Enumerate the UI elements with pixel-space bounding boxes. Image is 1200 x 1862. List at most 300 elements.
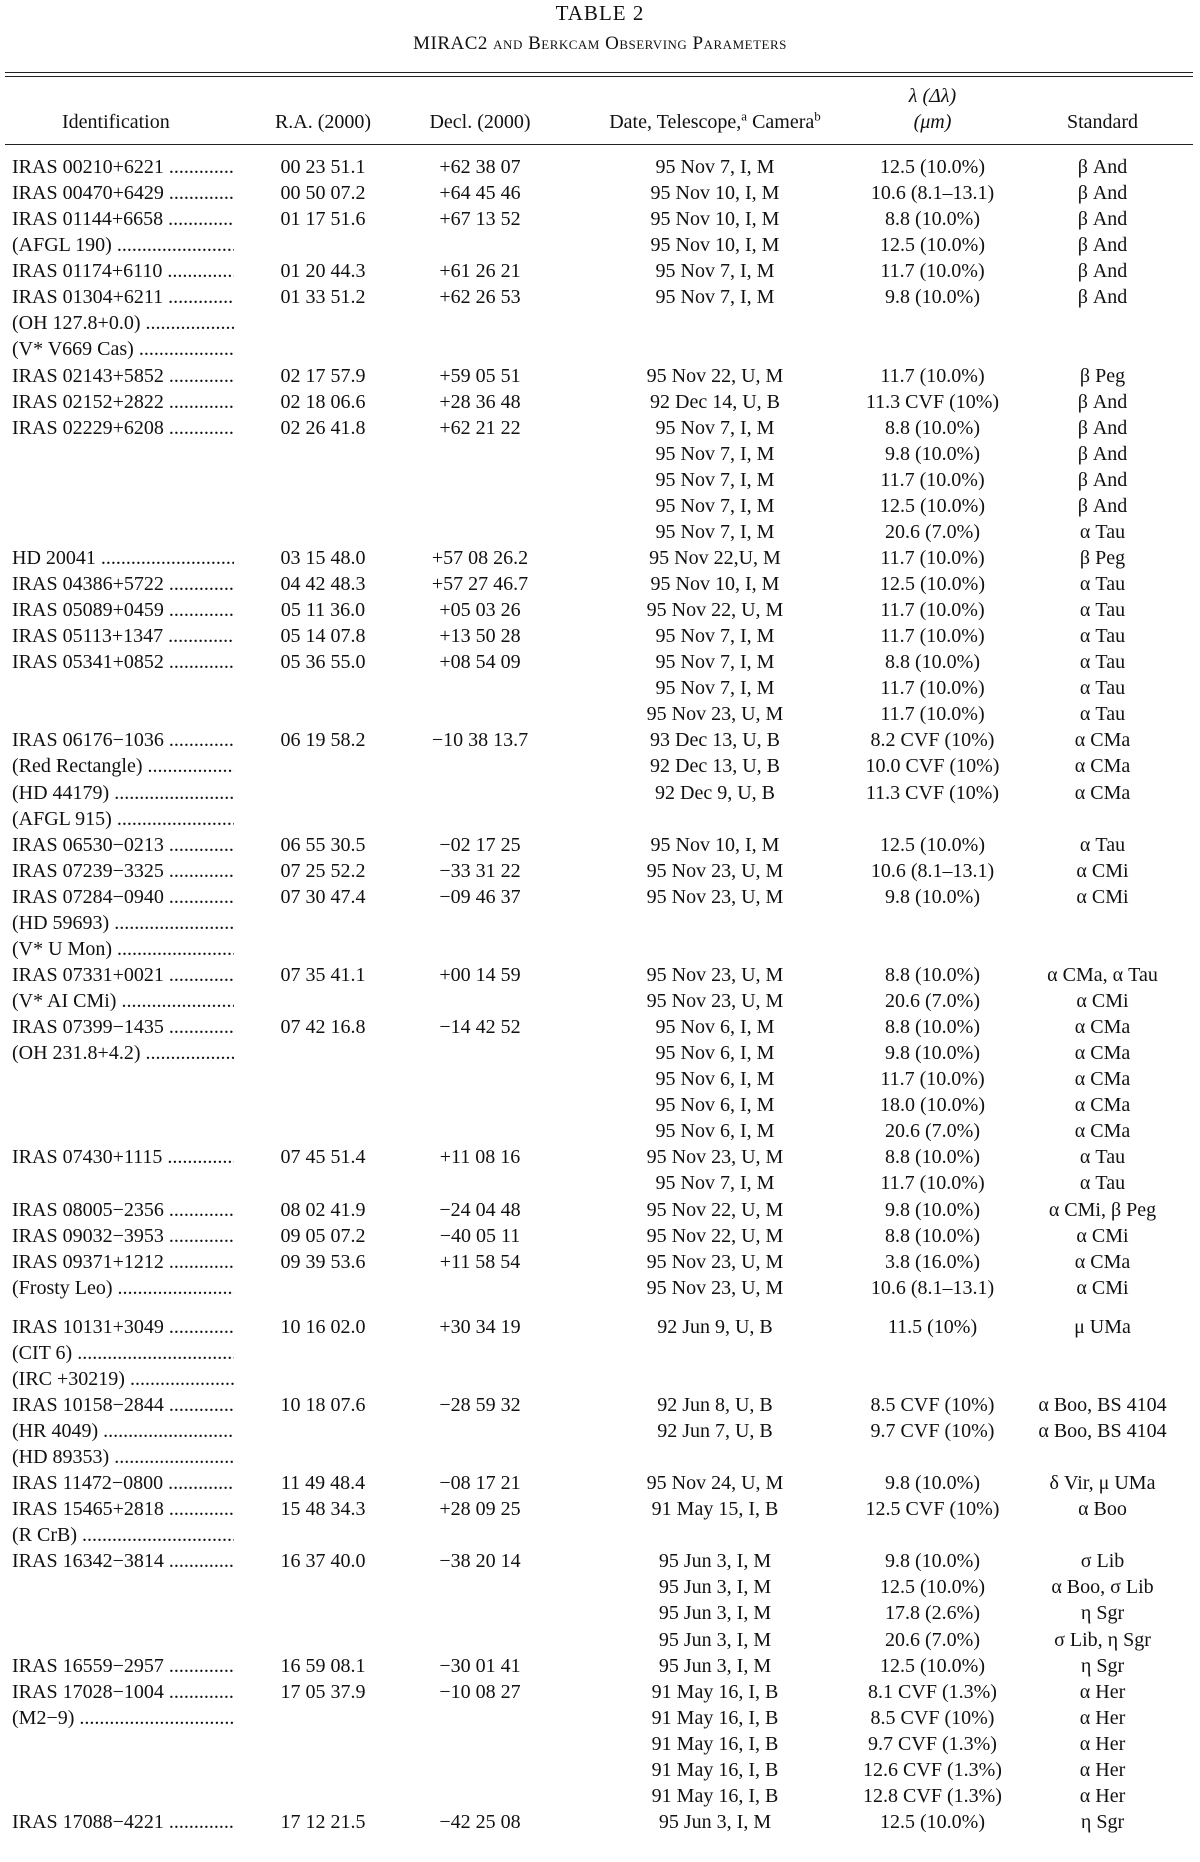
row-lambda: 8.8 (10.0%) <box>885 963 980 986</box>
table-row <box>0 1809 1200 1835</box>
row-lambda: 12.5 (10.0%) <box>880 156 985 178</box>
table-row <box>0 1783 1200 1809</box>
table-row <box>0 1040 1200 1066</box>
table-row <box>0 780 1200 806</box>
row-ra: 05 11 36.0 <box>280 599 366 622</box>
row-obs: 95 Nov 7, I, M <box>655 520 775 543</box>
row-decl: −10 08 27 <box>439 1680 521 1703</box>
row-decl: +59 05 51 <box>439 364 521 387</box>
row-lambda: 12.5 (10.0%) <box>880 1576 985 1599</box>
row-standard: α CMi <box>1076 990 1129 1012</box>
row-standard: α Boo <box>1078 1498 1127 1521</box>
row-obs: 95 Nov 7, I, M <box>655 416 775 439</box>
table-row <box>0 962 1200 988</box>
row-obs: 95 Nov 6, I, M <box>655 1016 775 1039</box>
footnote-b: b <box>814 108 821 124</box>
row-obs: 95 Nov 10, I, M <box>650 833 780 856</box>
table-row <box>0 1470 1200 1496</box>
header-lambda-unit-label: (μm) <box>913 111 952 133</box>
row-identification: (HD 89353) ..... <box>12 1444 234 1470</box>
header-lambda-label: λ (Δλ) <box>908 85 957 107</box>
table-row <box>0 1392 1200 1418</box>
row-obs: 95 Nov 10, I, M <box>650 182 780 205</box>
table-row <box>0 1092 1200 1118</box>
table-row <box>0 649 1200 675</box>
table-row <box>0 310 1200 336</box>
row-decl: +30 34 19 <box>439 1315 521 1338</box>
row-ra: 03 15 48.0 <box>280 546 366 569</box>
row-standard: α Tau <box>1079 677 1126 700</box>
header-lambda <box>845 84 1020 108</box>
table-row <box>0 727 1200 753</box>
row-ra: 15 48 34.3 <box>280 1498 366 1521</box>
row-standard: α CMa, α Tau <box>1047 963 1158 986</box>
row-decl: −28 59 32 <box>439 1393 521 1416</box>
row-lambda: 8.8 (10.0%) <box>885 1016 980 1039</box>
row-decl: +05 03 26 <box>439 599 521 622</box>
row-obs: 95 Nov 7, I, M <box>655 260 775 283</box>
table-row <box>0 1249 1200 1275</box>
row-standard: α CMa <box>1074 729 1131 752</box>
row-lambda: 12.8 CVF (1.3%) <box>863 1784 1002 1807</box>
row-decl: +64 45 46 <box>439 182 521 205</box>
row-standard: β And <box>1077 182 1128 205</box>
row-obs: 95 Nov 6, I, M <box>655 1120 775 1143</box>
row-lambda: 11.7 (10.0%) <box>880 599 985 622</box>
row-identification: IRAS 11472−0800 ..... <box>12 1470 234 1496</box>
table-row <box>0 493 1200 519</box>
table-row <box>0 154 1200 180</box>
table-row <box>0 1144 1200 1170</box>
table-row <box>0 701 1200 727</box>
row-obs: 95 Nov 23, U, M <box>646 1250 784 1273</box>
row-obs: 95 Nov 7, I, M <box>655 677 775 700</box>
row-lambda: 9.8 (10.0%) <box>885 1550 980 1573</box>
header-obs-label: Date, Telescope, <box>609 111 742 133</box>
row-obs: 95 Nov 7, I, M <box>655 156 775 178</box>
row-obs: 92 Dec 13, U, B <box>650 755 780 778</box>
row-ra: 05 14 07.8 <box>280 625 366 648</box>
row-decl: +28 36 48 <box>439 390 521 413</box>
table-row <box>0 1496 1200 1522</box>
row-obs: 92 Jun 8, U, B <box>657 1393 773 1416</box>
row-identification: HD 20041 ..... <box>12 545 234 571</box>
row-identification: IRAS 10158−2844 ..... <box>12 1392 234 1418</box>
row-identification: IRAS 07399−1435 ..... <box>12 1014 234 1040</box>
row-identification: (R CrB) ..... <box>12 1522 234 1548</box>
row-lambda: 10.6 (8.1–13.1) <box>870 182 995 205</box>
row-lambda: 11.7 (10.0%) <box>880 677 985 700</box>
table-row <box>0 467 1200 493</box>
row-lambda: 9.8 (10.0%) <box>885 1042 980 1065</box>
row-standard: α Her <box>1079 1732 1126 1755</box>
row-decl: −02 17 25 <box>439 833 521 856</box>
row-standard: β And <box>1077 416 1128 439</box>
row-standard: η Sgr <box>1080 1654 1125 1677</box>
row-ra: 10 18 07.6 <box>280 1393 366 1416</box>
table-row <box>0 363 1200 389</box>
table-number: TABLE 2 <box>555 1 645 25</box>
row-lambda: 9.8 (10.0%) <box>885 885 980 908</box>
table-row <box>0 832 1200 858</box>
row-obs: 95 Nov 7, I, M <box>655 651 775 674</box>
row-lambda: 11.7 (10.0%) <box>880 546 985 569</box>
row-standard: β Peg <box>1079 364 1126 387</box>
row-ra: 10 16 02.0 <box>280 1315 366 1338</box>
table-row <box>0 1118 1200 1144</box>
table-row <box>0 1574 1200 1600</box>
header-identification: Identification <box>62 111 170 133</box>
row-ra: 06 19 58.2 <box>280 729 366 752</box>
header-obs-camera: Camera <box>747 111 815 133</box>
row-standard: α Tau <box>1079 520 1126 543</box>
row-obs: 95 Nov 6, I, M <box>655 1094 775 1117</box>
table-row <box>0 1548 1200 1574</box>
row-standard: α Her <box>1079 1706 1126 1729</box>
row-obs: 91 May 16, I, B <box>651 1706 779 1729</box>
row-ra: 00 23 51.1 <box>280 156 366 178</box>
row-decl: −09 46 37 <box>439 885 521 908</box>
row-lambda: 8.8 (10.0%) <box>885 416 980 439</box>
row-lambda: 20.6 (7.0%) <box>885 1120 980 1143</box>
row-standard: α CMi <box>1076 1276 1129 1299</box>
row-ra: 11 49 48.4 <box>280 1472 366 1495</box>
row-identification: IRAS 05113+1347 ..... <box>12 623 234 649</box>
footnote-a: a <box>741 108 748 124</box>
row-lambda: 3.8 (16.0%) <box>885 1250 980 1273</box>
row-lambda: 8.8 (10.0%) <box>885 1146 980 1169</box>
row-decl: +57 27 46.7 <box>431 573 529 595</box>
row-decl: −40 05 11 <box>439 1224 521 1247</box>
table-row <box>0 1679 1200 1705</box>
table-row <box>0 1705 1200 1731</box>
row-obs: 91 May 16, I, B <box>651 1680 779 1703</box>
row-decl: −24 04 48 <box>439 1198 521 1221</box>
row-standard: α CMa <box>1074 1120 1131 1143</box>
row-identification: (V* V669 Cas) ..... <box>12 336 234 362</box>
row-decl: +11 58 54 <box>439 1250 521 1273</box>
row-identification: IRAS 01304+6211 ..... <box>12 284 234 310</box>
row-standard: β And <box>1077 208 1128 231</box>
row-standard: α Tau <box>1079 703 1126 726</box>
row-standard: α CMa <box>1074 1068 1131 1091</box>
row-standard: σ Lib, η Sgr <box>1054 1628 1151 1651</box>
row-standard: β Peg <box>1079 546 1126 569</box>
row-obs: 91 May 16, I, B <box>651 1758 779 1781</box>
row-identification: IRAS 00470+6429 ..... <box>12 180 234 206</box>
row-decl: +62 26 53 <box>439 286 521 309</box>
table-body <box>0 154 1200 1835</box>
row-lambda: 8.5 CVF (10%) <box>870 1393 995 1416</box>
row-obs: 95 Nov 23, U, M <box>646 859 784 882</box>
row-lambda: 20.6 (7.0%) <box>885 1628 980 1651</box>
table-row <box>0 623 1200 649</box>
row-standard: β And <box>1077 156 1128 178</box>
row-obs: 95 Nov 6, I, M <box>655 1042 775 1065</box>
row-ra: 07 25 52.2 <box>280 859 366 882</box>
row-decl: −42 25 08 <box>439 1810 521 1833</box>
row-standard: α CMa <box>1074 1250 1131 1273</box>
table-row <box>0 1653 1200 1679</box>
row-identification: IRAS 17088−4221 ..... <box>12 1809 234 1835</box>
row-lambda: 8.1 CVF (1.3%) <box>868 1680 997 1703</box>
row-obs: 93 Dec 13, U, B <box>650 729 780 752</box>
row-obs: 95 Jun 3, I, M <box>658 1602 772 1625</box>
row-identification: (HD 59693) ..... <box>12 910 234 936</box>
row-standard: β And <box>1077 390 1128 413</box>
row-lambda: 17.8 (2.6%) <box>885 1602 980 1625</box>
row-standard: α Tau <box>1079 599 1126 622</box>
table-row <box>0 1275 1200 1301</box>
row-identification: (V* U Mon) ..... <box>12 936 234 962</box>
row-standard: α Boo, BS 4104 <box>1038 1420 1167 1442</box>
table-row <box>0 1340 1200 1366</box>
row-lambda: 12.5 (10.0%) <box>880 1810 985 1833</box>
row-lambda: 12.5 (10.0%) <box>880 833 985 856</box>
table-row <box>0 1170 1200 1196</box>
row-identification: IRAS 05341+0852 ..... <box>12 649 234 675</box>
row-ra: 01 33 51.2 <box>280 286 366 309</box>
row-standard: α Tau <box>1079 1172 1126 1195</box>
row-obs: 95 Jun 3, I, M <box>658 1576 772 1599</box>
row-standard: α CMa <box>1074 755 1131 778</box>
row-obs: 95 Nov 24, U, M <box>646 1472 784 1495</box>
row-obs: 91 May 15, I, B <box>651 1498 779 1521</box>
table-row <box>0 675 1200 701</box>
row-lambda: 11.7 (10.0%) <box>880 1172 985 1195</box>
row-ra: 05 36 55.0 <box>280 651 366 674</box>
row-lambda: 11.7 (10.0%) <box>880 260 985 283</box>
row-lambda: 8.8 (10.0%) <box>885 651 980 674</box>
row-standard: β And <box>1077 494 1128 517</box>
row-lambda: 12.5 (10.0%) <box>880 494 985 517</box>
row-obs: 95 Nov 10, I, M <box>650 234 780 257</box>
row-identification: IRAS 10131+3049 ..... <box>12 1314 234 1340</box>
row-obs: 95 Nov 6, I, M <box>655 1068 775 1091</box>
row-identification: (AFGL 915) ..... <box>12 806 234 832</box>
table-row <box>0 1757 1200 1783</box>
header-rule <box>5 144 1193 145</box>
row-standard: η Sgr <box>1080 1810 1125 1833</box>
row-ra: 00 50 07.2 <box>280 182 366 205</box>
row-lambda: 9.8 (10.0%) <box>885 442 980 465</box>
table-row <box>0 389 1200 415</box>
row-obs: 95 Nov 23, U, M <box>646 703 784 726</box>
row-standard: α Boo, BS 4104 <box>1038 1393 1167 1416</box>
table-row <box>0 284 1200 310</box>
row-standard: α CMa <box>1074 1016 1131 1039</box>
row-lambda: 11.7 (10.0%) <box>880 468 985 491</box>
row-obs: 95 Nov 10, I, M <box>650 573 780 595</box>
row-obs: 95 Nov 23, U, M <box>646 963 784 986</box>
row-standard: α CMi, β Peg <box>1048 1198 1157 1221</box>
row-obs: 95 Jun 3, I, M <box>658 1810 772 1833</box>
row-lambda: 9.8 (10.0%) <box>885 286 980 309</box>
row-lambda: 12.5 (10.0%) <box>880 1654 985 1677</box>
table-row <box>0 910 1200 936</box>
row-obs: 92 Dec 14, U, B <box>650 390 780 413</box>
row-obs: 95 Nov 22, U, M <box>646 1224 784 1247</box>
row-identification: IRAS 05089+0459 ..... <box>12 597 234 623</box>
table-row <box>0 1314 1200 1340</box>
table-row <box>0 258 1200 284</box>
row-standard: β And <box>1077 286 1128 309</box>
row-lambda: 11.3 CVF (10%) <box>865 781 1000 804</box>
table-row <box>0 1418 1200 1444</box>
row-lambda: 20.6 (7.0%) <box>885 520 980 543</box>
row-standard: β And <box>1077 234 1128 257</box>
header-ra: R.A. (2000) <box>274 111 372 133</box>
row-obs: 95 Jun 3, I, M <box>658 1654 772 1677</box>
table-row <box>0 545 1200 571</box>
table-caption: MIRAC2 and Berkcam Observing Parameters <box>413 33 787 54</box>
row-ra: 16 59 08.1 <box>280 1654 366 1677</box>
row-identification: (AFGL 190) ..... <box>12 232 234 258</box>
row-lambda: 12.5 CVF (10%) <box>865 1498 1000 1521</box>
row-obs: 95 Nov 7, I, M <box>655 442 775 465</box>
table-row <box>0 415 1200 441</box>
row-lambda: 9.7 CVF (1.3%) <box>868 1732 997 1755</box>
table-row <box>0 884 1200 910</box>
row-standard: σ Lib <box>1080 1550 1125 1573</box>
row-identification: IRAS 07331+0021 ..... <box>12 962 234 988</box>
row-identification: IRAS 02229+6208 ..... <box>12 415 234 441</box>
row-obs: 92 Dec 9, U, B <box>655 781 775 804</box>
table-row <box>0 1066 1200 1092</box>
row-standard: δ Vir, μ UMa <box>1049 1472 1156 1495</box>
row-lambda: 11.7 (10.0%) <box>880 625 985 648</box>
top-rule-2 <box>5 76 1193 77</box>
table-row <box>0 806 1200 832</box>
row-identification: IRAS 01174+6110 ..... <box>12 258 234 284</box>
table-row <box>0 858 1200 884</box>
row-obs: 91 May 16, I, B <box>651 1784 779 1807</box>
row-identification: (IRC +30219) ..... <box>12 1366 234 1392</box>
row-decl: +61 26 21 <box>439 260 521 283</box>
row-lambda: 11.7 (10.0%) <box>880 364 985 387</box>
row-identification: IRAS 09032−3953 ..... <box>12 1223 234 1249</box>
table-row <box>0 1366 1200 1392</box>
row-standard: α Her <box>1079 1758 1126 1781</box>
row-identification: IRAS 07430+1115 ..... <box>12 1144 234 1170</box>
row-decl: +57 08 26.2 <box>431 546 529 569</box>
row-identification: IRAS 04386+5722 ..... <box>12 571 234 597</box>
row-standard: α Her <box>1079 1784 1126 1807</box>
row-lambda: 10.6 (8.1–13.1) <box>870 1276 995 1299</box>
row-identification: (Frosty Leo) ..... <box>12 1275 234 1301</box>
table-row <box>0 1522 1200 1548</box>
table-row <box>0 336 1200 362</box>
row-ra: 17 12 21.5 <box>280 1810 366 1833</box>
row-standard: α CMi <box>1076 1224 1129 1247</box>
row-standard: α CMa <box>1074 1094 1131 1117</box>
row-standard: η Sgr <box>1080 1602 1125 1625</box>
row-standard: α Her <box>1079 1680 1126 1703</box>
table-row <box>0 1627 1200 1653</box>
row-ra: 09 05 07.2 <box>280 1224 366 1247</box>
row-lambda: 12.5 (10.0%) <box>880 234 985 257</box>
table-row <box>0 1444 1200 1470</box>
row-decl: +11 08 16 <box>439 1146 521 1169</box>
table-row <box>0 1223 1200 1249</box>
row-standard: α Tau <box>1079 833 1126 856</box>
row-lambda: 10.0 CVF (10%) <box>865 755 1000 778</box>
row-lambda: 9.8 (10.0%) <box>885 1472 980 1495</box>
row-ra: 02 17 57.9 <box>280 364 366 387</box>
table-row <box>0 753 1200 779</box>
row-identification: (V* AI CMi) ..... <box>12 988 234 1014</box>
table-row <box>0 206 1200 232</box>
row-lambda: 9.7 CVF (10%) <box>870 1420 995 1442</box>
row-decl: +13 50 28 <box>439 625 521 648</box>
row-standard: μ UMa <box>1074 1315 1131 1338</box>
row-lambda: 18.0 (10.0%) <box>880 1094 985 1117</box>
header-standard: Standard <box>1066 111 1139 133</box>
row-obs: 91 May 16, I, B <box>651 1732 779 1755</box>
row-ra: 16 37 40.0 <box>280 1550 366 1573</box>
row-identification: (CIT 6) ..... <box>12 1340 234 1366</box>
row-lambda: 12.6 CVF (1.3%) <box>863 1758 1002 1781</box>
row-identification: IRAS 07284−0940 ..... <box>12 884 234 910</box>
row-obs: 95 Nov 23, U, M <box>646 885 784 908</box>
row-identification: (M2−9) ..... <box>12 1705 234 1731</box>
table-row <box>0 1731 1200 1757</box>
row-identification: IRAS 16559−2957 ..... <box>12 1653 234 1679</box>
table-row <box>0 936 1200 962</box>
row-standard: α CMa <box>1074 1042 1131 1065</box>
table-row <box>0 519 1200 545</box>
header-obs <box>555 110 875 134</box>
row-identification: IRAS 01144+6658 ..... <box>12 206 234 232</box>
row-ra: 07 45 51.4 <box>280 1146 366 1169</box>
row-ra: 01 17 51.6 <box>280 208 366 231</box>
row-decl: +00 14 59 <box>439 963 521 986</box>
row-decl: −38 20 14 <box>439 1550 521 1573</box>
row-obs: 95 Nov 22, U, M <box>646 364 784 387</box>
row-standard: α Boo, σ Lib <box>1051 1576 1154 1599</box>
row-identification: IRAS 06176−1036 ..... <box>12 727 234 753</box>
row-ra: 09 39 53.6 <box>280 1250 366 1273</box>
row-ra: 04 42 48.3 <box>280 573 366 595</box>
table-row <box>0 441 1200 467</box>
header-decl: Decl. (2000) <box>429 111 531 133</box>
row-decl: −33 31 22 <box>439 859 521 882</box>
row-decl: −30 01 41 <box>439 1654 521 1677</box>
row-identification: IRAS 02152+2822 ..... <box>12 389 234 415</box>
row-obs: 95 Nov 7, I, M <box>655 625 775 648</box>
row-obs: 95 Nov 7, I, M <box>655 286 775 309</box>
row-lambda: 11.3 CVF (10%) <box>865 390 1000 413</box>
row-decl: −10 38 13.7 <box>431 729 529 752</box>
table-row <box>0 1197 1200 1223</box>
table-row <box>0 232 1200 258</box>
row-standard: β And <box>1077 260 1128 283</box>
row-standard: α Tau <box>1079 651 1126 674</box>
row-lambda: 20.6 (7.0%) <box>885 990 980 1012</box>
row-lambda: 11.7 (10.0%) <box>880 1068 985 1091</box>
table-row <box>0 1014 1200 1040</box>
row-obs: 95 Nov 22,U, M <box>649 546 781 569</box>
row-ra: 08 02 41.9 <box>280 1198 366 1221</box>
row-ra: 07 35 41.1 <box>280 963 366 986</box>
row-identification: IRAS 02143+5852 ..... <box>12 363 234 389</box>
row-identification: (OH 231.8+4.2) ..... <box>12 1040 234 1066</box>
row-decl: +67 13 52 <box>439 208 521 231</box>
row-identification: IRAS 16342−3814 ..... <box>12 1548 234 1574</box>
row-identification: IRAS 17028−1004 ..... <box>12 1679 234 1705</box>
top-rule-1 <box>5 72 1193 73</box>
row-obs: 95 Nov 22, U, M <box>646 1198 784 1221</box>
